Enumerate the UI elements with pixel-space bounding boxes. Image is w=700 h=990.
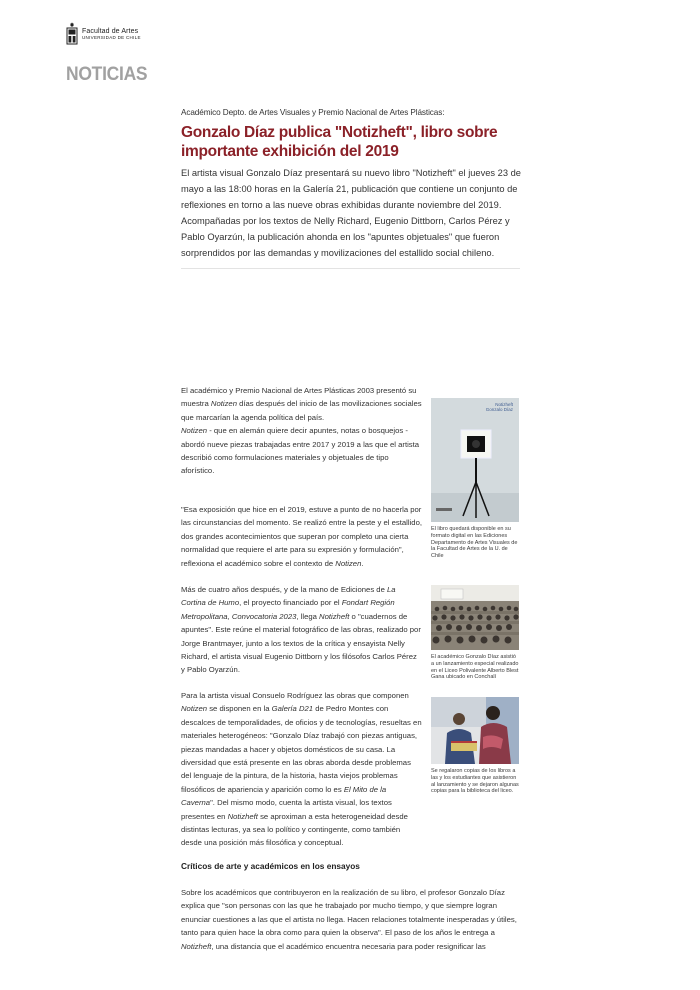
section-title: NOTICIAS <box>66 64 148 85</box>
figure-caption-3: Se regalaron copias de los libros a las y los estudiantes que asistieron al lanzamiento y se dejaron algunas copias para la biblioteca del liceo. <box>431 768 519 795</box>
divider <box>181 268 520 269</box>
book-cover-author: Gonzalo Díaz <box>485 407 513 412</box>
faculty-logo[interactable] <box>66 22 141 46</box>
body-paragraph-4: Para la artista visual Consuelo Rodríguez las obras que componen Notizen se disponen en la Galería D21 de Pedro Montes con descalces de temporalidades, de oficios y de tecnologías, resueltas en materiales heterogéneos: "Gonzalo Díaz trabajó con piezas antiguas, piezas mandadas a hacer y objetos domésticos de su casa. La diversidad que está presente en las obras aborda desde problemas del lenguaje de la pintura, de la historia, hasta viejos problemas filosóficos de apariencia y aparición como lo es El Mito de la Caverna". Del mismo modo, cuenta la artista visual, los textos presentes en Notizheft se aproximan a esta heterogeneidad desde distintas lecturas, ya sea lo político y contingente, como también desde una posición más filosófica y conceptual. <box>181 691 422 848</box>
university-crest-icon <box>66 22 78 46</box>
book-gifting-photo <box>431 697 519 764</box>
book-cover-image <box>431 398 519 522</box>
figure-caption-2: El académico Gonzalo Díaz asistió a un lanzamiento especial realizado en el Liceo Polivalente Alberto Blest Gana ubicado en Conchalí <box>431 654 519 681</box>
body-paragraph-1: El académico y Premio Nacional de Artes Plásticas 2003 presentó su muestra Notizen días después del inicio de las movilizaciones sociales que marcarían la agenda política del país. Notizen - que en alemán quiere decir apuntes, notas o bosquejos - abordó nueve piezas trabajadas entre 2017 y 2019 a las que el artista describió como formulaciones materiales y objetuales de tipo aforístico. <box>181 386 422 476</box>
body-paragraph-5: Sobre los académicos que contribuyeron en la realización de su libro, el profesor Gonzalo Díaz explica que "son personas con las que he trabajado por mucho tiempo, y que siempre logran enunciar cuestiones a las que el artista no llega. Hacen relaciones totalmente inesperadas y útiles, tanto para quien hace la obra como para quien la observa". El paso de los años le entrega a Notizheft, una distancia que el académico encuentra necesaria para poder resignificar las <box>181 888 517 951</box>
body-paragraph-2: "Esa exposición que hice en el 2019, estuve a punto de no hacerla por las circunstancias del momento. Se realizó entre la peste y el estallido, dos grandes acontecimientos que superan por completo una cierta normalidad que requiere el arte para su expresión y formulación", reflexiona el académico sobre el contexto de Notizen. <box>181 505 422 568</box>
body-paragraph-3: Más de cuatro años después, y de la mano de Ediciones de La Cortina de Humo, el proyecto financiado por el Fondart Región Metropolitana, Convocatoria 2023, llega Notizheft o "cuadernos de apuntes". Este reúne el material fotográfico de las obras, realizado por Jorge Brantmayer, junto a los textos de la crítica y ensayista Nelly Richard, el artista visual Eugenio Dittborn y los filósofos Carlos Pérez y Pablo Oyarzún. <box>181 585 421 675</box>
section-subheading: Críticos de arte y académicos en los ensayos <box>181 861 360 871</box>
auditorium-photo <box>431 585 519 650</box>
book-cover-title: Notizheft <box>495 402 513 407</box>
article-headline: Gonzalo Díaz publica "Notizheft", libro sobre importante exhibición del 2019 <box>181 124 498 160</box>
figure-auditorium-event <box>431 585 519 681</box>
figure-book-gifting <box>431 697 519 795</box>
logo-title: Facultad de Artes <box>82 27 139 35</box>
article-lead: El artista visual Gonzalo Díaz presentará su nuevo libro "Notizheft" el jueves 23 de mayo a las 18:00 horas en la Galería 21, publicación que contiene un conjunto de reflexiones en torno a las nueve obras exhibidas durante noviembre del 2019. Acompañadas por los textos de Nelly Richard, Eugenio Dittborn, Carlos Pérez y Pablo Oyarzún, la publicación ahonda en los "apuntes objetuales" que fueron sorprendidos por las demandas y movilizaciones del estallido social chileno. <box>181 168 521 258</box>
figure-book-cover <box>431 398 519 560</box>
logo-subtitle: UNIVERSIDAD DE CHILE <box>82 34 141 40</box>
article-kicker: Académico Depto. de Artes Visuales y Premio Nacional de Artes Plásticas: <box>181 108 445 117</box>
figure-caption-1: El libro quedará disponible en su formato digital en las Ediciones Departamento de Artes Visuales de la Facultad de Artes de la U. de Chile <box>431 526 518 560</box>
